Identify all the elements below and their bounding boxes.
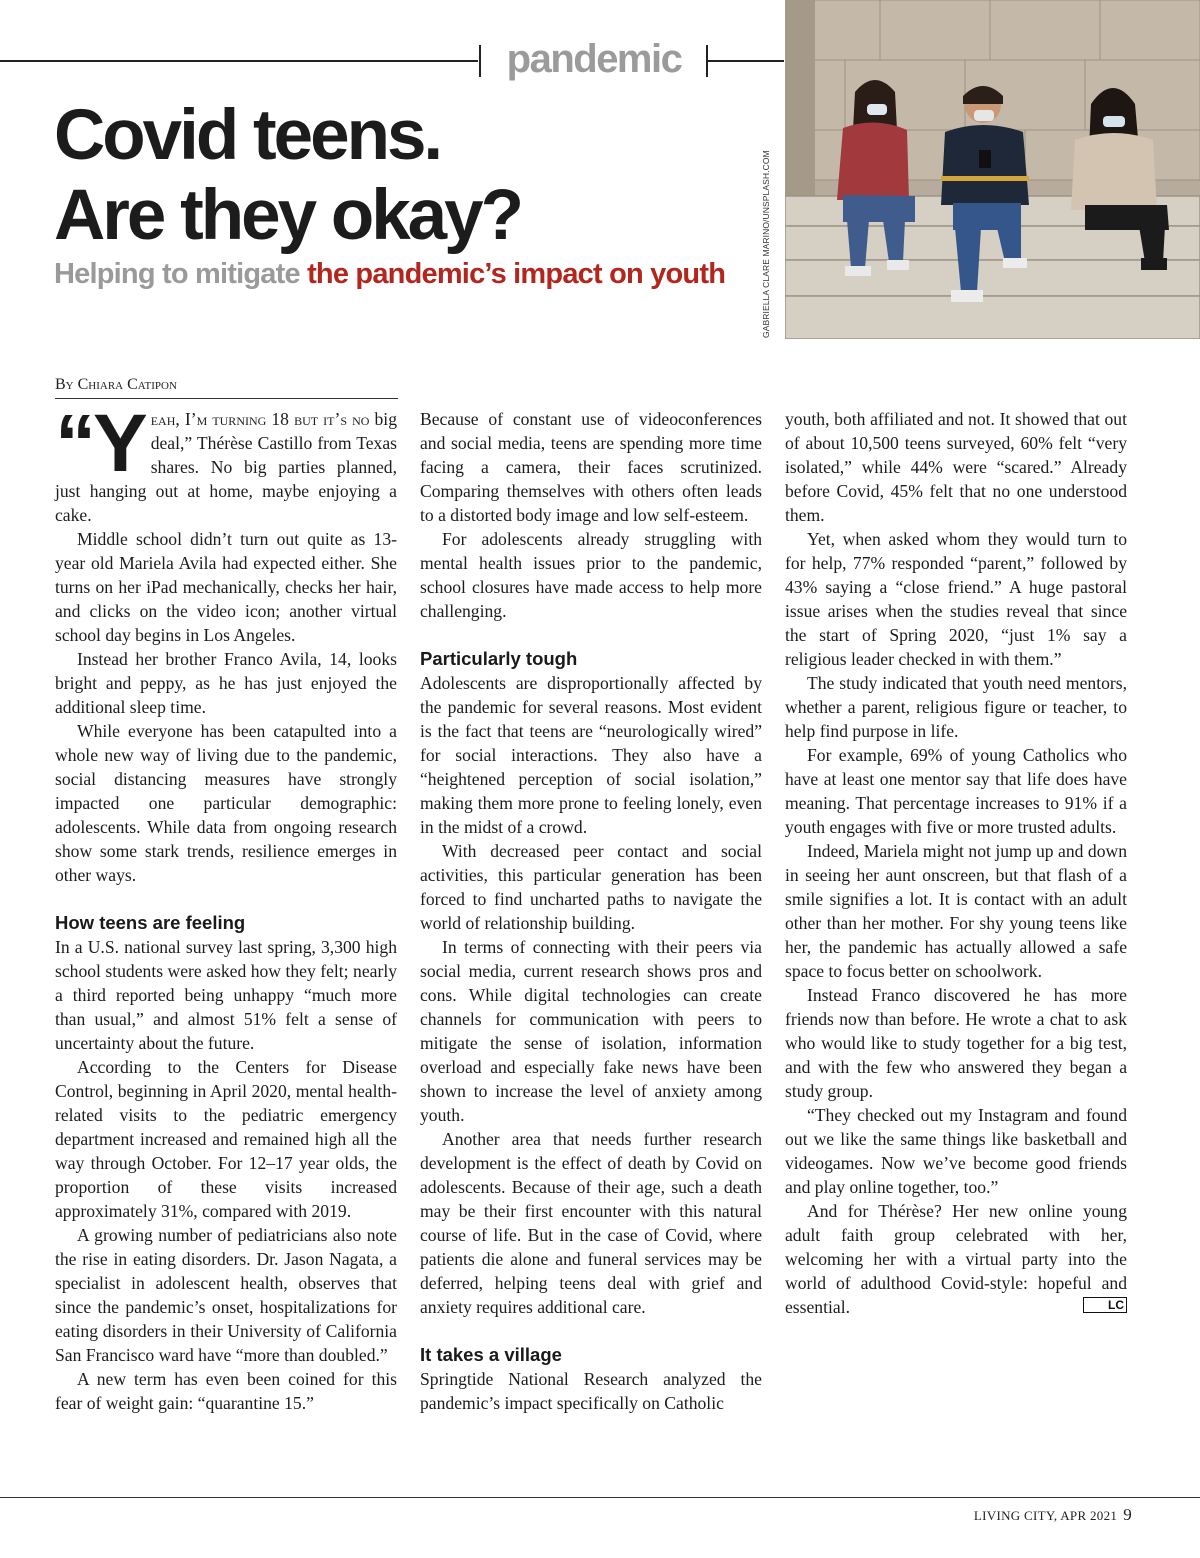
column-1: [55, 398, 397, 1415]
column-2: [420, 407, 762, 1415]
paragraph: A growing number of pediatricians also note the rise in eating disorders. Dr. Jason Nagata, a specialist in adolescent health, observes that since the pandemic’s onset, hospitalizations for eating disorders in their University of California San Francisco ward have “more than doubled.”: [55, 1225, 397, 1365]
headline: [54, 96, 774, 256]
paragraph: In terms of connecting with their peers via social media, current research shows pros and cons. While digital technologies can create channels for communication with peers to mitigate the sense of isolation, information overload and especially fake news have been shown to increase the level of anxiety among youth.: [420, 937, 762, 1125]
headline-line-2: Are they okay?: [54, 176, 522, 255]
paragraph: In a U.S. national survey last spring, 3,300 high school students were asked how they felt; nearly a third reported being unhappy “much more than usual,” and almost 51% felt a sense of uncertainty about the future.: [55, 937, 397, 1053]
paragraph: Yet, when asked whom they would turn to for help, 77% responded “parent,” followed by 43% saying a “close friend.” A huge pastoral issue arises when the studies reveal that since the start of Spring 2020, “just 1% say a religious leader checked in with them.”: [785, 529, 1127, 669]
subheading-particularly-tough: Particularly tough: [420, 648, 578, 669]
paragraph: Another area that needs further research development is the effect of death by Covid on adolescents. Because of their age, such a death may be their first encounter with this natural course of life. But in the case of Covid, where patients die alone and funeral services may be deferred, helping teens deal with grief and anxiety requires additional care.: [420, 1129, 762, 1317]
lead-small-caps: eah, I’m turning 18 but it’s no: [150, 409, 370, 429]
paragraph: The study indicated that youth need mentors, whether a parent, religious figure or teacher, to help find purpose in life.: [785, 673, 1127, 741]
lead-paragraph: [55, 398, 397, 527]
subhead: [54, 256, 754, 293]
paragraph: youth, both affiliated and not. It showed that out of about 10,500 teens surveyed, 60% felt “very isolated,” while 44% were “scared.” Already before Covid, 45% felt that no one understood them.: [785, 409, 1127, 525]
teens-photo-illustration: [785, 0, 1200, 339]
footer: [974, 1505, 1132, 1526]
paragraph: A new term has even been coined for this fear of weight gain: “quarantine 15.”: [55, 1369, 397, 1413]
paragraph: With decreased peer contact and social activities, this particular generation has been forced to find uncharted paths to navigate the world of relationship building.: [420, 841, 762, 933]
page-number: 9: [1123, 1505, 1132, 1524]
paragraph: While everyone has been catapulted into a whole new way of living due to the pandemic, social distancing measures have strongly impacted one particular demographic: adolescents. While data from ongoing research show some stark trends, resilience emerges in other ways.: [55, 721, 397, 885]
paragraph: According to the Centers for Disease Control, beginning in April 2020, mental health-related visits to the pediatric emergency department increased and remained high all the way through October. For 12–17 year olds, the proportion of these visits increased approximately 31%, compared with 2019.: [55, 1057, 397, 1221]
article-photo: [785, 0, 1200, 339]
subhead-gray: Helping to mitigate: [54, 258, 300, 290]
final-text: And for Thérèse? Her new online young adult faith group celebrated with her, welcoming her with a virtual party into the world of adulthood Covid-style: hopeful and essential.: [785, 1201, 1127, 1317]
footer-rule: [0, 1497, 1200, 1498]
paragraph: For example, 69% of young Catholics who have at least one mentor say that life does have meaning. That percentage increases to 91% if a youth engages with five or more trusted adults.: [785, 745, 1127, 837]
paragraph: “They checked out my Instagram and found out we like the same things like basketball and videogames. Now we’ve become good friends and play online together, too.”: [785, 1105, 1127, 1197]
lead-rest: big deal,” Thérèse Castillo from Texas shares. No big parties planned, just hanging out at home, maybe enjoying a cake.: [55, 409, 397, 525]
header-rule-right: [708, 60, 784, 62]
paragraph-final: [785, 1199, 1127, 1319]
paragraph: Instead Franco discovered he has more friends now than before. He wrote a chat to ask who would like to study together for a big test, and with the few who answered they began a study group.: [785, 985, 1127, 1101]
footer-publication: LIVING CITY, APR 2021: [973, 1508, 1118, 1523]
header-rule-left: [0, 60, 478, 62]
dropcap: “Y: [55, 398, 145, 489]
subheading-how-teens-are-feeling: How teens are feeling: [55, 912, 246, 933]
paragraph: Middle school didn’t turn out quite as 13-year old Mariela Avila had expected either. She turns on her iPad mechanically, checks her hair, and clicks on the video icon; another virtual school day begins in Los Angeles.: [55, 529, 397, 645]
subheading-it-takes-a-village: It takes a village: [420, 1344, 562, 1365]
section-tag: pandemic: [506, 37, 682, 81]
end-mark-logo: LC: [1083, 1297, 1127, 1313]
subhead-red: the pandemic’s impact on youth: [299, 258, 726, 290]
headline-line-1: Covid teens.: [54, 96, 441, 175]
paragraph: Instead her brother Franco Avila, 14, looks bright and peppy, as he has just enjoyed the additional sleep time.: [55, 649, 397, 717]
paragraph: Adolescents are disproportionally affected by the pandemic for several reasons. Most evident is the fact that teens are “neurologically wired” for social interactions. They also have a “heightened perception of social isolation,” making them more prone to feeling lonely, even in the midst of a crowd.: [420, 673, 762, 837]
paragraph: Because of constant use of videoconferences and social media, teens are spending more time facing a camera, their faces scrutinized. Comparing themselves with others often leads to a distorted body image and low self-esteem.: [420, 409, 762, 525]
paragraph: Indeed, Mariela might not jump up and down in seeing her aunt onscreen, but that flash of a smile signifies a lot. It is contact with an adult other than her mother. For shy young teens like her, the pandemic has actually allowed a safe space to focus better on schoolwork.: [785, 841, 1127, 981]
column-3: [785, 407, 1127, 1319]
paragraph: Springtide National Research analyzed the pandemic’s impact specifically on Catholic: [420, 1369, 762, 1413]
header-tick-left: [479, 45, 481, 77]
paragraph: For adolescents already struggling with mental health issues prior to the pandemic, school closures have made access to help more challenging.: [420, 529, 762, 621]
photo-credit: GABRIELLA CLARE MARINO/UNSPLASH.COM: [761, 150, 771, 338]
byline: By Chiara Catipon: [55, 374, 398, 399]
